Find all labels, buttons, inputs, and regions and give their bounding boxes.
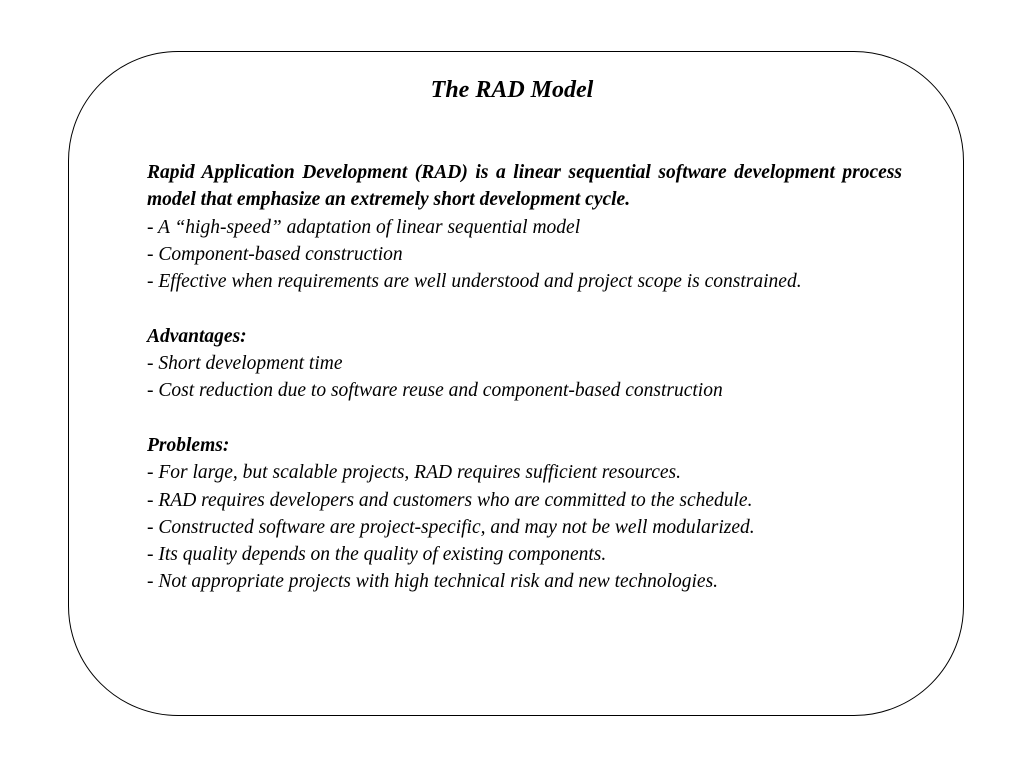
slide-title: The RAD Model bbox=[430, 77, 594, 103]
spacer bbox=[147, 295, 902, 322]
problems-heading: Problems: bbox=[147, 434, 230, 456]
problem-item: - RAD requires developers and customers who are committed to the schedule. bbox=[147, 489, 753, 511]
problem-item: - Its quality depends on the quality of existing components. bbox=[147, 544, 607, 566]
intro-paragraph: Rapid Application Development (RAD) is a linear sequential software development process model that emphasize an extremely short development cycle. bbox=[147, 162, 902, 211]
spacer bbox=[147, 405, 902, 432]
advantages-heading: Advantages: bbox=[147, 325, 247, 347]
advantage-item: - Short development time bbox=[147, 353, 343, 375]
problem-item: - Constructed software are project-specific, and may not be well modularized. bbox=[147, 516, 755, 538]
intro-point: - A “high-speed” adaptation of linear sequential model bbox=[147, 216, 581, 238]
intro-point: - Component-based construction bbox=[147, 243, 403, 265]
intro-point: - Effective when requirements are well understood and project scope is constrained. bbox=[147, 271, 802, 293]
problem-item: - Not appropriate projects with high technical risk and new technologies. bbox=[147, 571, 719, 593]
slide-body bbox=[147, 159, 902, 596]
advantage-item: - Cost reduction due to software reuse and component-based construction bbox=[147, 380, 723, 402]
problem-item: - For large, but scalable projects, RAD requires sufficient resources. bbox=[147, 462, 681, 484]
